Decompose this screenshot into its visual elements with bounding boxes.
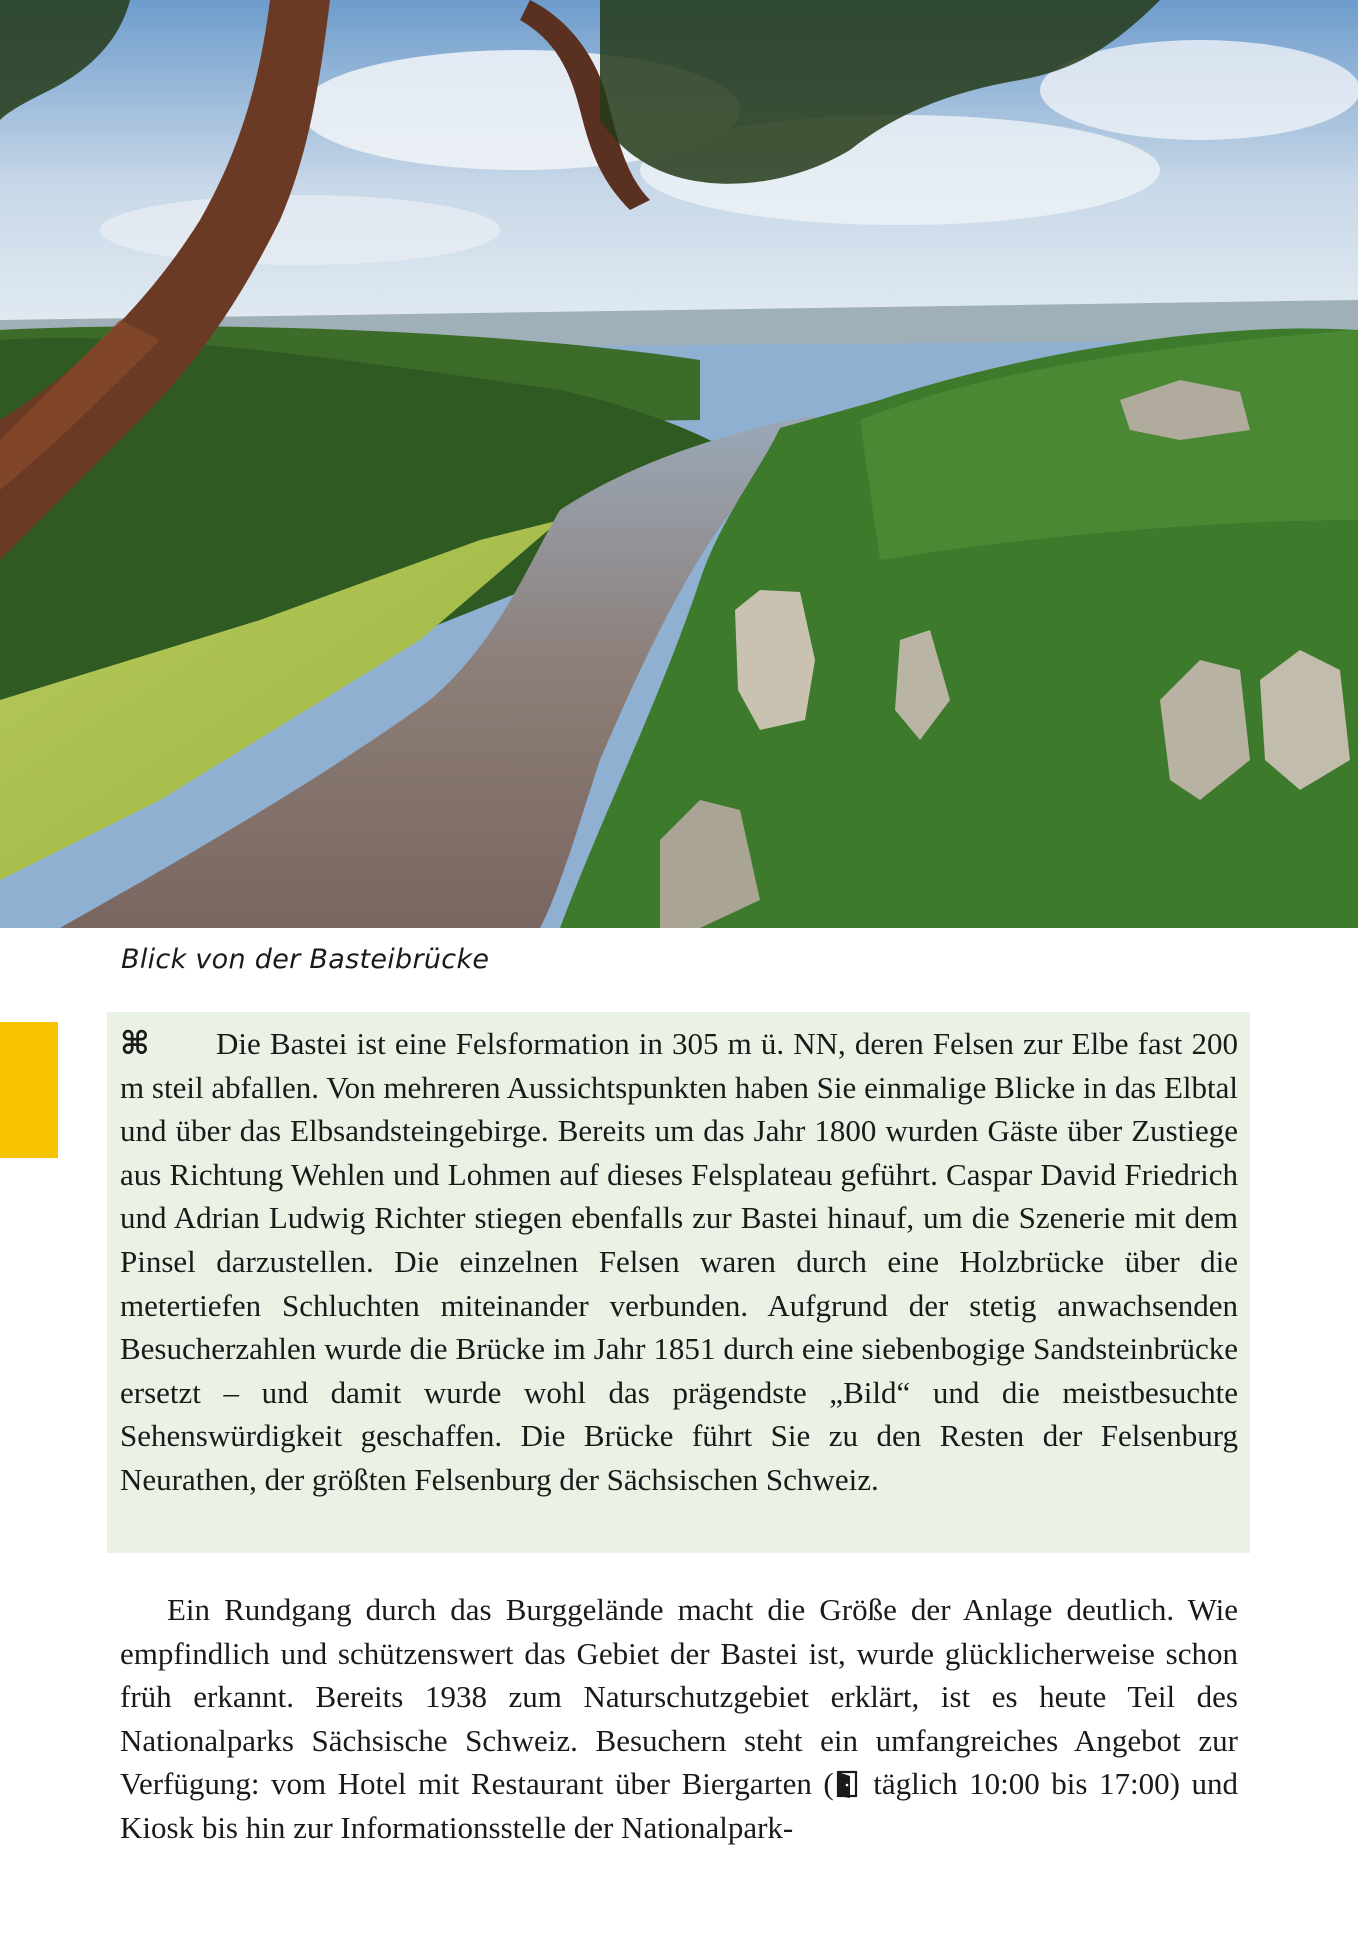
- chapter-marker-tab: [0, 1022, 58, 1158]
- info-box-paragraph: Die Bastei ist eine Felsformation in 305 m ü. NN, deren Felsen zur Elbe fast 200 m steil abfallen. Von mehreren Aussichtspunkten haben Sie einmalige Blicke in das Elbtal und über das Elbsandsteingebirge. Bereits um das Jahr 1800 wurden Gäste über Zustiege aus Richtung Wehlen und Lohmen auf dieses Felsplateau geführt. Caspar David Friedrich und Adrian Ludwig Richter stiegen ebenfalls zur Bastei hinauf, um die Szenerie mit dem Pinsel darzustellen. Die einzelnen Felsen waren durch eine Holzbrücke über die metertiefen Schluchten miteinander verbunden. Aufgrund der stetig anwachsenden Besucherzahlen wurde die Brücke im Jahr 1851 durch eine siebenbogige Sandsteinbrücke ersetzt – und damit wurde wohl das prägendste „Bild“ und die meistbesuchte Sehenswürdigkeit geschaffen. Die Brücke führt Sie zu den Resten der Felsenburg Neurathen, der größten Felsenburg der Sächsischen Schweiz.: [120, 1026, 1238, 1497]
- door-icon: [836, 1770, 858, 1798]
- body-text-part-2: täglich 10:00 bis 17:00) und Kiosk bis hin zur Informationsstelle der Nationalpark-: [120, 1766, 1238, 1845]
- elbe-valley-illustration: [0, 0, 1358, 928]
- landscape-photo: [0, 0, 1358, 928]
- info-box-text: [120, 1022, 1238, 1502]
- body-paragraph: [120, 1588, 1238, 1850]
- command-icon: ⌘: [120, 1024, 150, 1062]
- photo-caption: Blick von der Basteibrücke: [121, 944, 490, 975]
- body-text-part-1: Ein Rundgang durch das Burggelände macht die Größe der Anlage deutlich. Wie empfindlich und schützenswert das Gebiet der Bastei ist, wurde glücklicherweise schon früh erkannt. Bereits 1938 zum Naturschutzgebiet erklärt, ist es heute Teil des Nationalparks Sächsische Schweiz. Besuchern steht ein umfangreiches Angebot zur Verfügung: vom Hotel mit Restaurant über Biergarten (: [120, 1592, 1238, 1802]
